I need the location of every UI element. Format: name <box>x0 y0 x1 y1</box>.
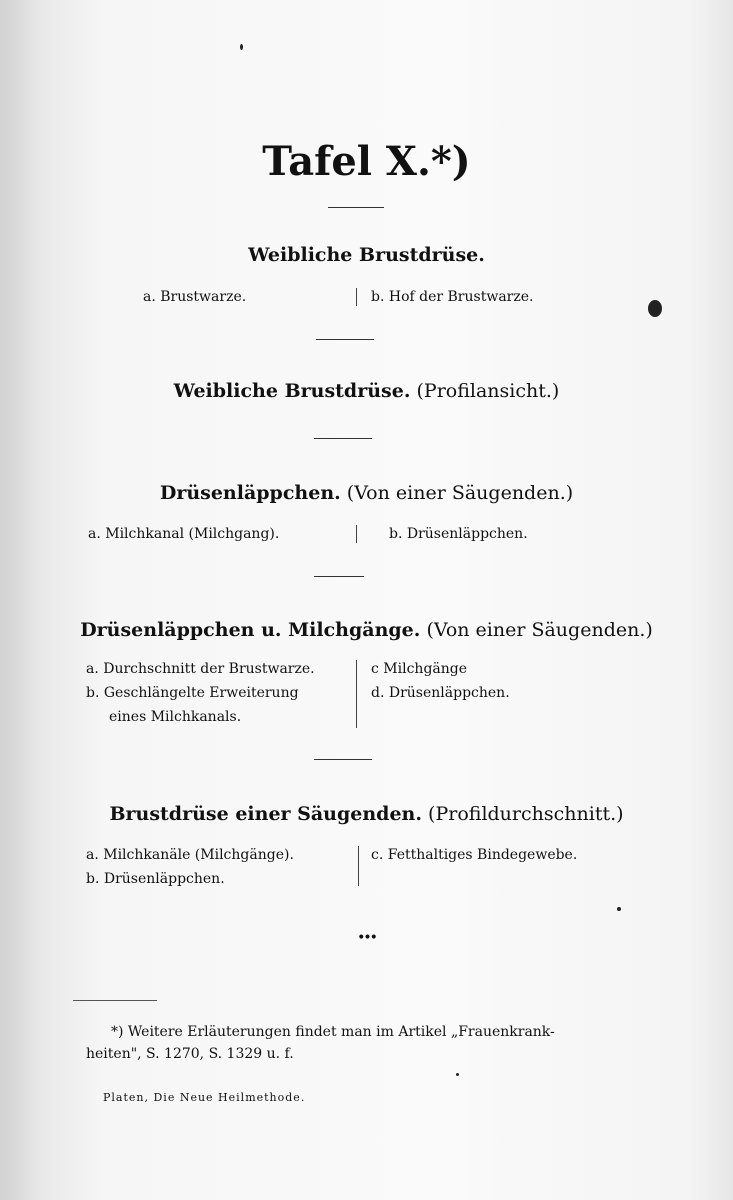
ink-speck <box>456 1073 459 1076</box>
section-heading-note: (Von einer Säugenden.) <box>346 482 574 504</box>
divider <box>314 438 372 439</box>
section-4-item-a: a. Durchschnitt der Brustwarze. <box>86 661 315 677</box>
section-4-item-c: c Milchgänge <box>371 661 468 677</box>
section-heading-text: Weibliche Brustdrüse. <box>173 380 411 402</box>
column-divider <box>356 660 357 728</box>
section-heading-note: (Von einer Säugenden.) <box>426 619 653 641</box>
page-title: Tafel X.*) <box>262 138 471 185</box>
divider <box>328 207 384 208</box>
divider <box>316 339 374 340</box>
section-4-item-b: b. Geschlängelte Erweiterung <box>86 685 299 701</box>
section-heading-note: (Profildurchschnitt.) <box>428 803 624 825</box>
section-2-heading <box>0 380 733 402</box>
section-3-heading <box>0 482 733 504</box>
ink-speck <box>240 44 243 50</box>
section-heading-text: Weibliche Brustdrüse. <box>248 244 485 266</box>
publisher-line: Platen, Die Neue Heilmethode. <box>103 1091 306 1104</box>
column-divider <box>356 525 357 543</box>
section-heading-note: (Profilansicht.) <box>416 380 560 402</box>
footnote-line-2: heiten", S. 1270, S. 1329 u. f. <box>86 1046 294 1062</box>
section-heading-text: Drüsenläppchen. <box>159 482 341 504</box>
column-divider <box>356 288 357 306</box>
section-5-item-c: c. Fetthaltiges Bindegewebe. <box>371 847 578 863</box>
ink-speck <box>617 907 621 911</box>
section-3-item-b: b. Drüsenläppchen. <box>389 526 528 542</box>
section-4-heading <box>0 619 733 641</box>
section-5-item-b: b. Drüsenläppchen. <box>86 871 225 887</box>
ink-spot <box>648 300 662 317</box>
section-1-heading <box>0 244 733 266</box>
section-heading-text: Drüsenläppchen u. Milchgänge. <box>80 619 421 641</box>
divider <box>314 576 364 577</box>
section-4-item-b-cont: eines Milchkanals. <box>109 709 242 725</box>
divider <box>314 759 372 760</box>
section-4-item-d: d. Drüsenläppchen. <box>371 685 510 701</box>
section-5-item-a: a. Milchkanäle (Milchgänge). <box>86 847 294 863</box>
section-5-heading <box>0 803 733 825</box>
section-heading-text: Brustdrüse einer Säugenden. <box>109 803 422 825</box>
end-ornament: ••• <box>357 930 376 946</box>
footnote-rule <box>73 1000 157 1001</box>
section-1-item-b: b. Hof der Brustwarze. <box>371 289 534 305</box>
section-3-item-a: a. Milchkanal (Milchgang). <box>88 526 280 542</box>
footnote-line-1: *) Weitere Erläuterungen findet man im Artikel „Frauenkrank- <box>111 1024 555 1040</box>
column-divider <box>358 846 359 886</box>
section-1-item-a: a. Brustwarze. <box>143 289 247 305</box>
